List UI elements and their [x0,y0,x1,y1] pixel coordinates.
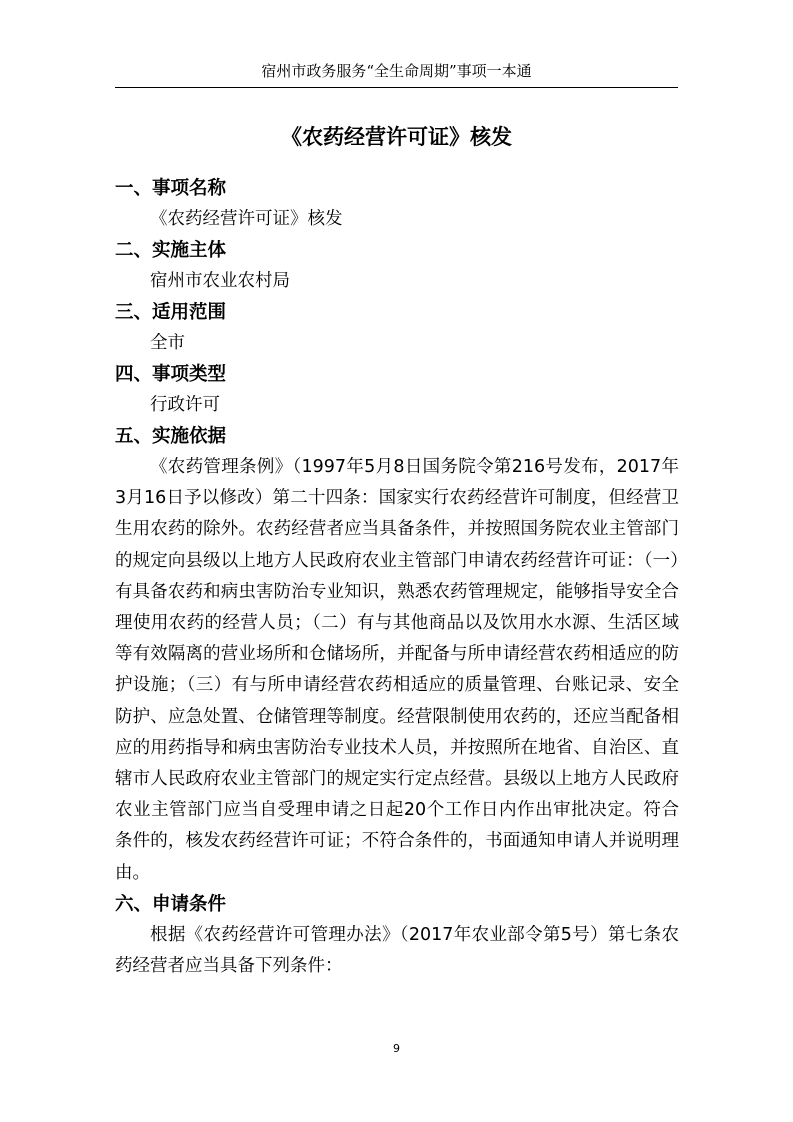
section-heading-scope: 三、适用范围 [115,302,227,323]
section-heading-legal-basis: 五、实施依据 [115,426,227,447]
document-title: 《农药经营许可证》核发 [281,125,512,149]
section-text-conditions: 根据《农药经营许可管理办法》（2017年农业部令第5号）第七条农药经营者应当具备下列条件： [115,924,679,977]
section-heading-implementing-body: 二、实施主体 [115,240,227,261]
section-text-legal-basis: 《农药管理条例》（1997年5月8日国务院令第216号发布，2017年3月16日予以修改）第二十四条：国家实行农药经营许可制度，但经营卫生用农药的除外。农药经营者应当具备条件，并按照国务院农业主管部门的规定向县级以上地方人民政府农业主管部门申请农药经营许可证：（一）有具备农药和病虫害防治专业知识，熟悉农药管理规定，能够指导安全合理使用农药的经营人员；（二）有与其他商品以及饮用水水源、生活区域等有效隔离的营业场所和仓储场所，并配备与所申请经营农药相适应的防护设施；（三）有与所申请经营农药相适应的质量管理、台账记录、安全防护、应急处置、仓储管理等制度。经营限制使用农药的，还应当配备相应的用药指导和病虫害防治专业技术人员，并按照所在地省、自治区、直辖市人民政府农业主管部门的规定实行定点经营。县级以上地方人民政府农业主管部门应当自受理申请之日起20个工作日内作出审批决定。符合条件的，核发农药经营许可证；不符合条件的，书面通知申请人并说明理由。 [115,457,679,883]
section-text-item-type: 行政许可 [150,395,220,415]
section-text-item-name: 《农药经营许可证》核发 [150,209,343,229]
section-text-scope: 全市 [150,333,185,353]
section-heading-item-name: 一、事项名称 [115,178,227,199]
section-text-implementing-body: 宿州市农业农村局 [150,271,290,291]
page-number: 9 [393,1042,400,1055]
section-heading-conditions: 六、申请条件 [115,893,227,915]
header-rule [115,87,678,88]
document-body [115,173,679,982]
section-heading-item-type: 四、事项类型 [115,364,227,385]
running-header: 宿州市政务服务“全生命周期”事项一本通 [261,62,532,80]
